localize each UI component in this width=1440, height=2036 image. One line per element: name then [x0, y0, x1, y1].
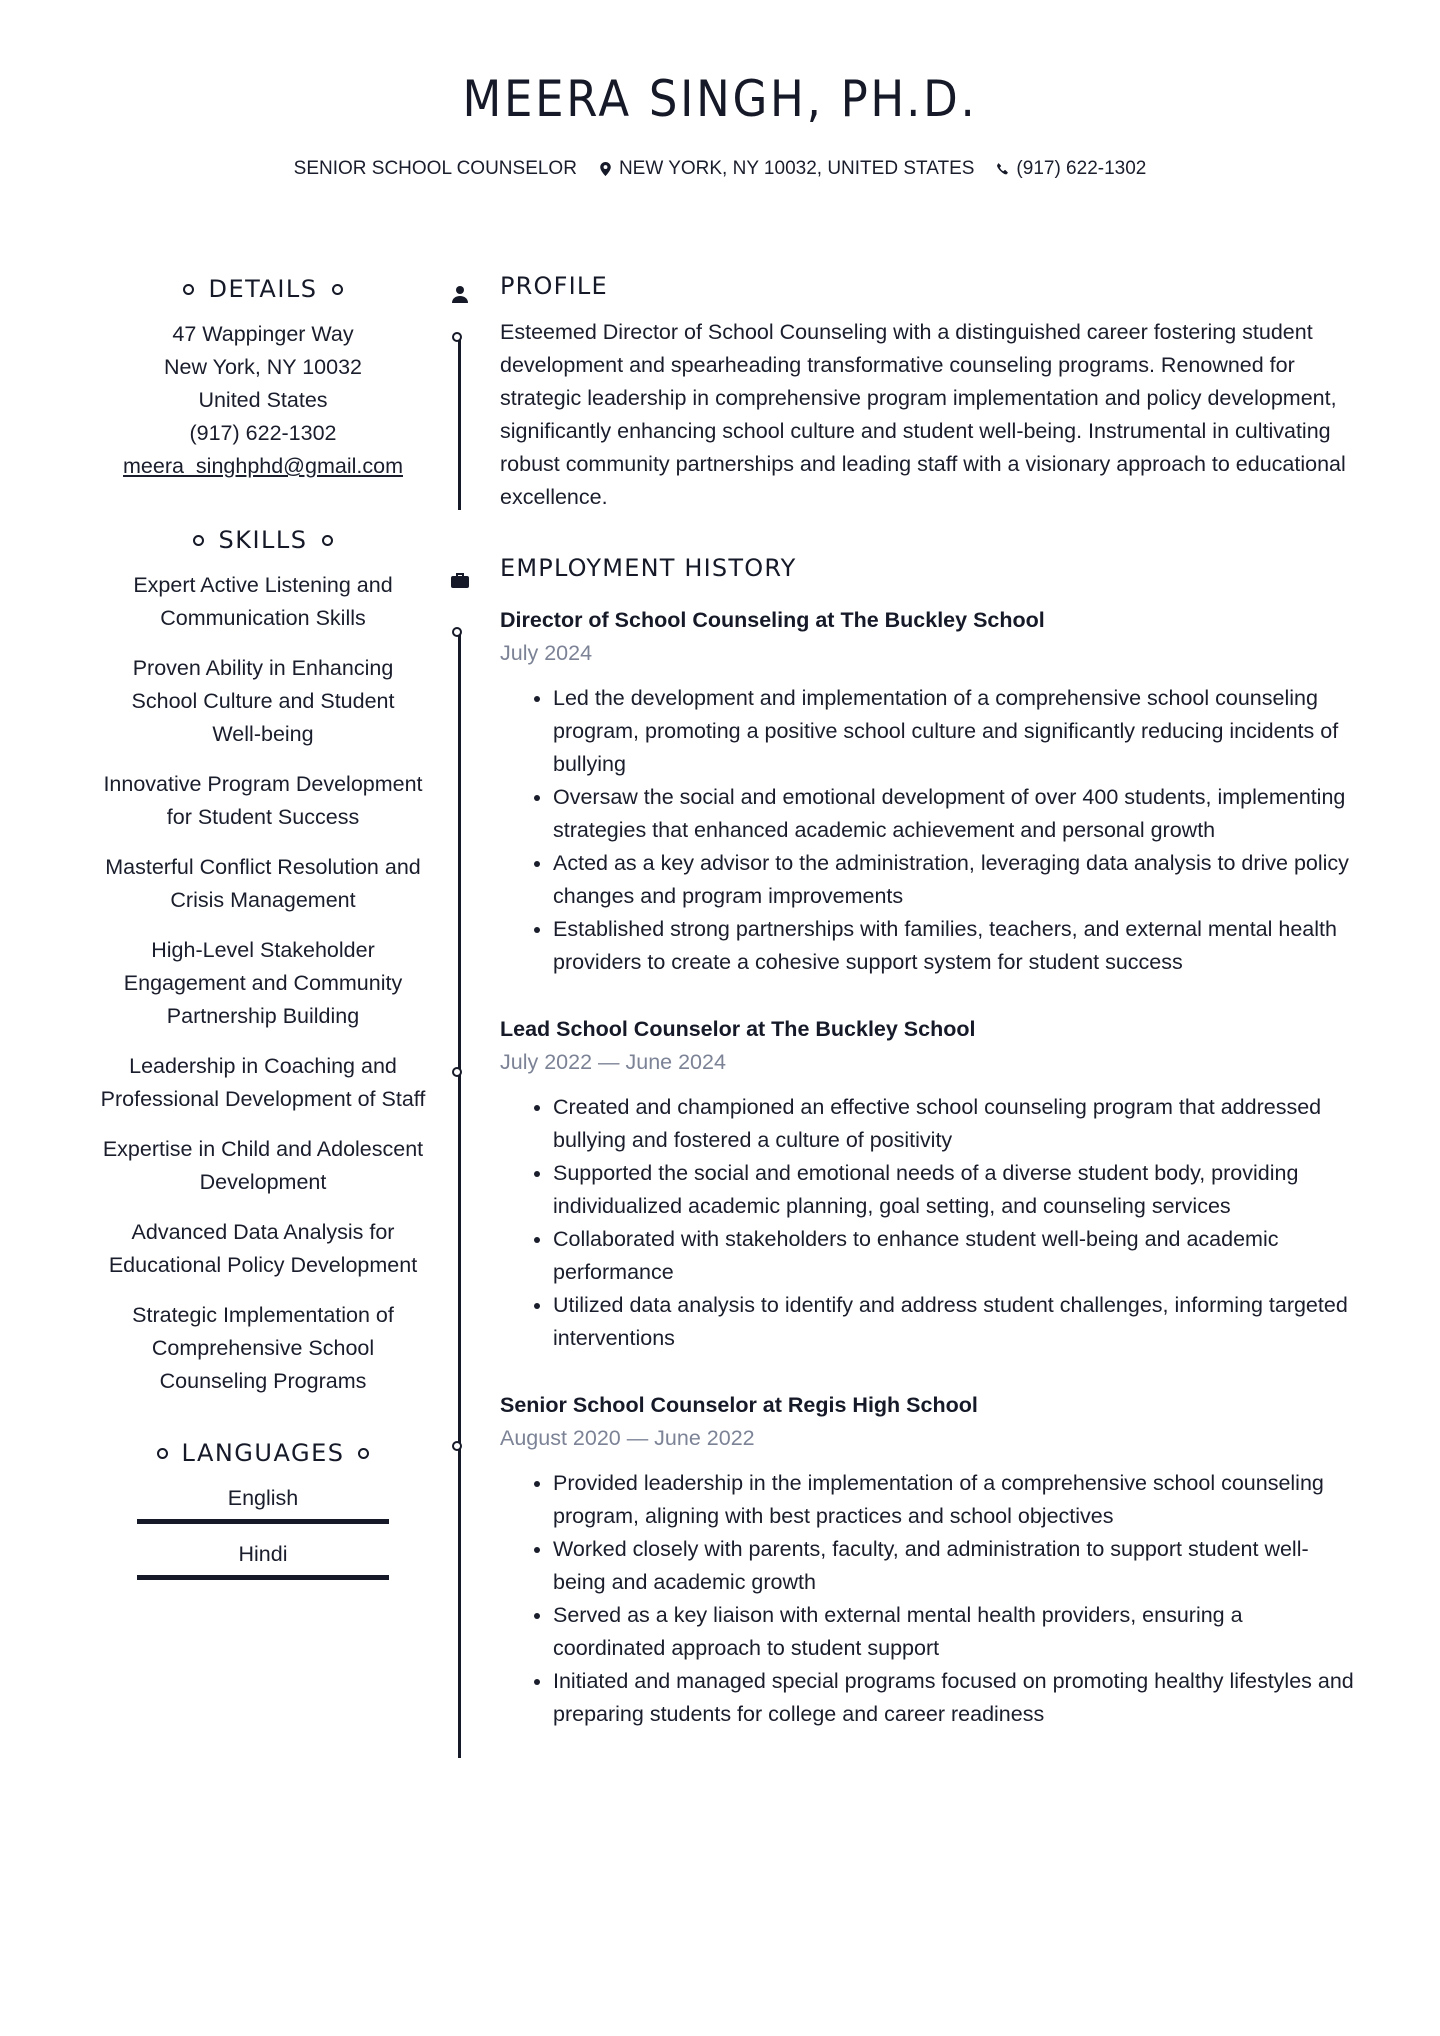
- details-heading: DETAILS: [90, 272, 436, 306]
- skills-heading: SKILLS: [90, 523, 436, 557]
- skill-item: Innovative Program Development for Student Success: [103, 772, 423, 829]
- job-bullets: [500, 1467, 1360, 1731]
- skill-item: High-Level Stakeholder Engagement and Community Partnership Building: [123, 938, 403, 1028]
- left-column: [90, 272, 436, 1594]
- skill-item: Advanced Data Analysis for Educational Policy Development: [108, 1220, 418, 1277]
- skills-section: [90, 523, 436, 1398]
- briefcase-icon: [450, 570, 470, 590]
- job-bullet: • Acted as a key advisor to the administration, leveraging data analysis to drive policy changes and program improvements: [553, 847, 1360, 913]
- employment-heading: EMPLOYMENT HISTORY: [500, 554, 797, 582]
- details-country: United States: [198, 388, 328, 412]
- skill-item: Proven Ability in Enhancing School Culture and Student Well-being: [131, 656, 395, 746]
- header-phone: (917) 622-1302: [996, 158, 1146, 180]
- job-bullet: • Oversaw the social and emotional development of over 400 students, implementing strategies that enhanced academic achievement and personal growth: [553, 781, 1360, 847]
- job-entry: [500, 1013, 1360, 1355]
- details-phone: (917) 622-1302: [189, 421, 337, 445]
- job-bullets: [500, 682, 1360, 979]
- phone-icon: [996, 162, 1009, 176]
- profile-summary: Esteemed Director of School Counseling with a distinguished career fostering student development and spearheading transformative counseling programs. Renowned for strategic leadership in comprehensive program implementation and policy development, significantly enhancing school culture and student well-being. Instrumental in cultivating robust community partnerships and leading staff with a visionary approach to educational excellence.: [500, 320, 1346, 509]
- bullet-circle-icon: [183, 284, 194, 295]
- header-subline: [0, 158, 1440, 180]
- job-entry: [500, 604, 1360, 979]
- skill-item: Expertise in Child and Adolescent Development: [102, 1137, 424, 1194]
- details-email-link[interactable]: meera_singhphd@gmail.com: [123, 454, 403, 478]
- job-date: July 2022 — June 2024: [500, 1050, 726, 1074]
- skill-item: Expert Active Listening and Communication Skills: [133, 573, 393, 630]
- bullet-circle-icon: [332, 284, 343, 295]
- languages-section: [90, 1436, 436, 1580]
- job-bullet: • Created and championed an effective school counseling program that addressed bullying and fostered a culture of positivity: [553, 1091, 1360, 1157]
- header-location: NEW YORK, NY 10032, UNITED STATES: [599, 158, 974, 180]
- job-bullet: • Initiated and managed special programs focused on promoting healthy lifestyles and preparing students for college and career readiness: [553, 1665, 1360, 1731]
- timeline-node: [452, 627, 462, 637]
- header-job-title: SENIOR SCHOOL COUNSELOR: [293, 158, 577, 179]
- language-name: Hindi: [238, 1542, 288, 1566]
- bullet-circle-icon: [322, 535, 333, 546]
- employment-timeline-line: [458, 634, 461, 1758]
- timeline-node: [452, 332, 462, 342]
- details-section: [90, 272, 436, 483]
- language-item: [137, 1482, 389, 1524]
- profile-heading: PROFILE: [500, 272, 608, 300]
- job-bullet: • Collaborated with stakeholders to enhance student well-being and academic performance: [553, 1223, 1360, 1289]
- skill-item: Masterful Conflict Resolution and Crisis Management: [105, 855, 421, 912]
- details-city: New York, NY 10032: [163, 355, 362, 379]
- job-bullet: • Provided leadership in the implementation of a comprehensive school counseling program, aligning with best practices and school objectives: [553, 1467, 1360, 1533]
- skill-item: Leadership in Coaching and Professional Development of Staff: [100, 1054, 426, 1111]
- bullet-circle-icon: [358, 1448, 369, 1459]
- resume-header: [0, 70, 1440, 180]
- job-bullet: • Worked closely with parents, faculty, and administration to support student well-being and academic growth: [553, 1533, 1360, 1599]
- language-item: [137, 1538, 389, 1580]
- location-pin-icon: [599, 162, 612, 176]
- profile-section: [500, 272, 1360, 514]
- job-bullets: [500, 1091, 1360, 1355]
- language-name: English: [227, 1486, 299, 1510]
- timeline-node: [452, 1441, 462, 1451]
- job-bullet: • Supported the social and emotional needs of a diverse student body, providing individualized academic planning, goal setting, and counseling services: [553, 1157, 1360, 1223]
- person-icon: [450, 284, 470, 304]
- language-level-bar: [137, 1519, 389, 1524]
- employment-section: [500, 554, 1360, 1731]
- skill-item: Strategic Implementation of Comprehensive School Counseling Programs: [132, 1303, 394, 1393]
- timeline-node: [452, 1067, 462, 1077]
- bullet-circle-icon: [157, 1448, 168, 1459]
- bullet-circle-icon: [193, 535, 204, 546]
- job-entry: [500, 1389, 1360, 1731]
- job-title: Lead School Counselor at The Buckley School: [500, 1017, 976, 1041]
- languages-heading: LANGUAGES: [90, 1436, 436, 1470]
- job-bullet: • Established strong partnerships with families, teachers, and external mental health providers to create a cohesive support system for student success: [553, 913, 1360, 979]
- job-date: July 2024: [500, 641, 593, 665]
- details-address: 47 Wappinger Way: [172, 322, 354, 346]
- job-bullet: • Utilized data analysis to identify and address student challenges, informing targeted interventions: [553, 1289, 1360, 1355]
- job-title: Senior School Counselor at Regis High School: [500, 1393, 978, 1417]
- job-date: August 2020 — June 2022: [500, 1426, 755, 1450]
- right-column: [500, 272, 1360, 1765]
- language-level-bar: [137, 1575, 389, 1580]
- candidate-name: MEERA SINGH, PH.D.: [462, 70, 978, 128]
- job-bullet: • Led the development and implementation of a comprehensive school counseling program, promoting a positive school culture and significantly reducing incidents of bullying: [553, 682, 1360, 781]
- profile-timeline-line: [458, 338, 461, 510]
- job-bullet: • Served as a key liaison with external mental health providers, ensuring a coordinated approach to student support: [553, 1599, 1360, 1665]
- job-title: Director of School Counseling at The Buckley School: [500, 608, 1045, 632]
